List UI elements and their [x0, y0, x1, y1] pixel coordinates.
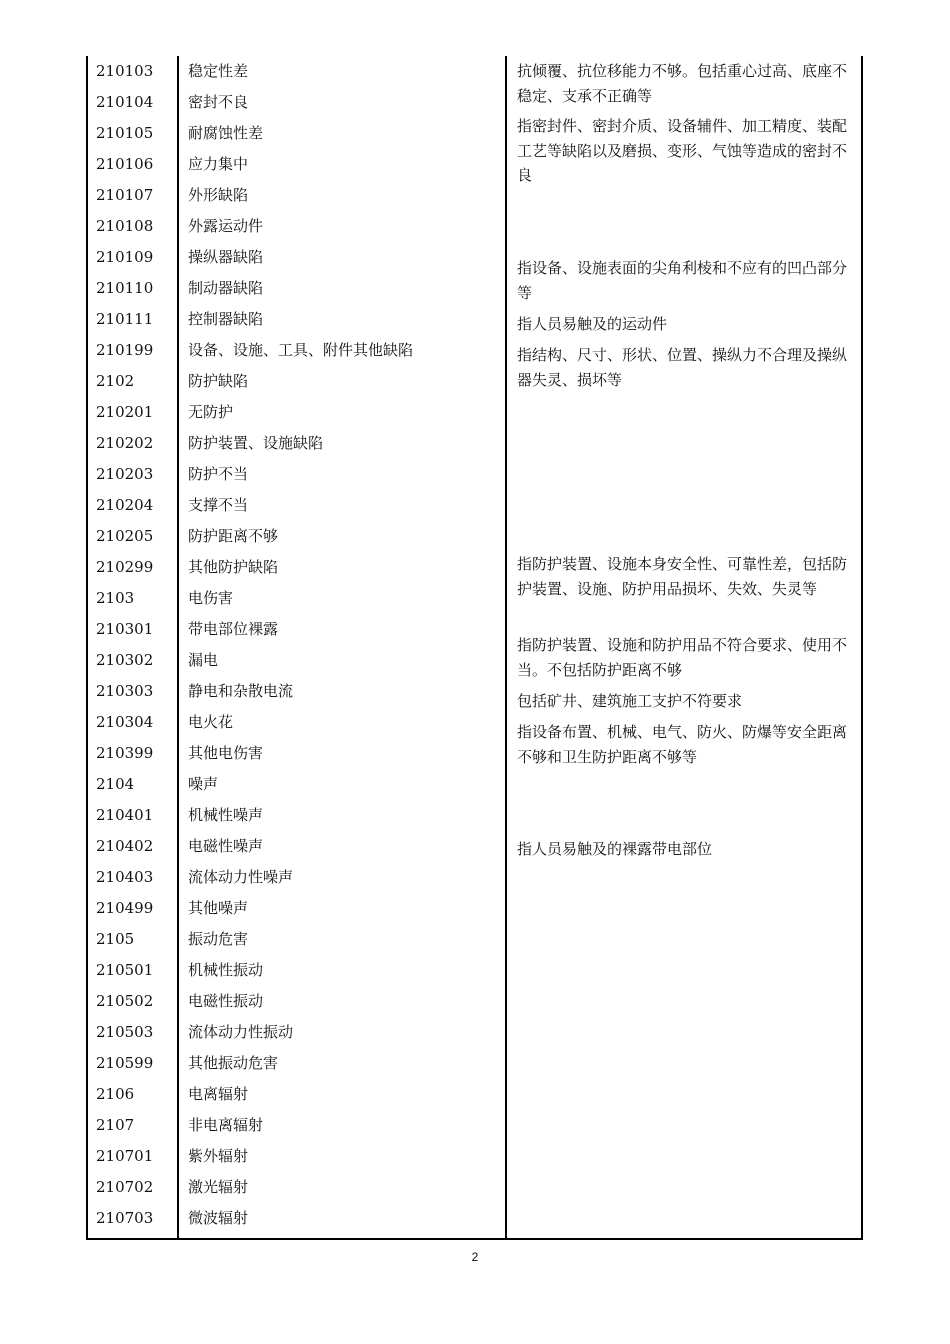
hazard-code: 210110	[96, 279, 154, 297]
table-row	[86, 118, 506, 149]
hazard-code: 210108	[96, 217, 154, 235]
table-row	[86, 428, 506, 459]
hazard-name: 制动器缺陷	[188, 279, 264, 297]
hazard-name: 控制器缺陷	[188, 310, 264, 328]
hazard-name: 流体动力性噪声	[188, 868, 294, 886]
table-row	[86, 273, 506, 304]
table-row	[86, 459, 506, 490]
hazard-name: 其他电伤害	[188, 744, 264, 762]
page-number: 2	[471, 1250, 479, 1264]
hazard-name: 设备、设施、工具、附件其他缺陷	[188, 341, 414, 359]
hazard-name: 紫外辐射	[188, 1147, 249, 1165]
hazard-code: 210302	[96, 651, 154, 669]
table-row	[86, 769, 506, 800]
hazard-name: 其他振动危害	[188, 1054, 279, 1072]
hazard-code: 2106	[96, 1085, 135, 1103]
table-row	[86, 149, 506, 180]
hazard-code: 210402	[96, 837, 154, 855]
hazard-code: 2107	[96, 1116, 135, 1134]
hazard-name: 无防护	[188, 403, 234, 421]
hazard-code: 2104	[96, 775, 135, 793]
table-right-border	[861, 56, 863, 1240]
hazard-code: 210401	[96, 806, 154, 824]
table-row	[86, 1048, 506, 1079]
table-row	[86, 676, 506, 707]
hazard-code: 210204	[96, 496, 154, 514]
hazard-name: 机械性噪声	[188, 806, 264, 824]
hazard-name: 稳定性差	[188, 62, 249, 80]
hazard-name: 激光辐射	[188, 1178, 249, 1196]
hazard-name: 非电离辐射	[188, 1116, 264, 1134]
hazard-name: 电火花	[188, 713, 234, 731]
table-row	[86, 583, 506, 614]
hazard-name: 支撑不当	[188, 496, 249, 514]
table-row	[86, 862, 506, 893]
hazard-name: 电磁性振动	[188, 992, 264, 1010]
hazard-code: 210599	[96, 1054, 154, 1072]
hazard-code: 210499	[96, 899, 154, 917]
table-row	[86, 1172, 506, 1203]
hazard-name: 其他噪声	[188, 899, 249, 917]
description-cell: 指设备布置、机械、电气、防火、防爆等安全距离不够和卫生防护距离不够等	[517, 723, 848, 766]
table-row	[86, 211, 506, 242]
hazard-name: 耐腐蚀性差	[188, 124, 264, 142]
hazard-name: 机械性振动	[188, 961, 264, 979]
hazard-code: 210399	[96, 744, 154, 762]
table-row	[86, 552, 506, 583]
description-cell: 指人员易触及的裸露带电部位	[517, 840, 713, 858]
table-row	[86, 893, 506, 924]
hazard-name: 外形缺陷	[188, 186, 249, 204]
hazard-code: 210503	[96, 1023, 154, 1041]
table-row	[86, 955, 506, 986]
hazard-code: 210303	[96, 682, 154, 700]
hazard-name: 操纵器缺陷	[188, 248, 264, 266]
hazard-name: 流体动力性振动	[188, 1023, 294, 1041]
table-row	[86, 614, 506, 645]
table-row	[86, 304, 506, 335]
hazard-code: 210502	[96, 992, 154, 1010]
hazard-code: 210701	[96, 1147, 154, 1165]
table-row	[86, 986, 506, 1017]
table-row	[86, 56, 506, 87]
hazard-name: 电磁性噪声	[188, 837, 264, 855]
table-row	[86, 1110, 506, 1141]
hazard-name: 防护不当	[188, 465, 249, 483]
table-bottom-border	[86, 1238, 863, 1240]
hazard-name: 电伤害	[188, 589, 234, 607]
hazard-code: 210201	[96, 403, 154, 421]
description-cell: 指结构、尺寸、形状、位置、操纵力不合理及操纵器失灵、损坏等	[517, 346, 848, 389]
hazard-name: 防护距离不够	[188, 527, 279, 545]
hazard-code: 2105	[96, 930, 135, 948]
hazard-name: 防护缺陷	[188, 372, 249, 390]
hazard-code: 2103	[96, 589, 135, 607]
table-row	[86, 521, 506, 552]
table-row	[86, 1017, 506, 1048]
hazard-code: 2102	[96, 372, 135, 390]
hazard-code: 210107	[96, 186, 154, 204]
hazard-name: 防护装置、设施缺陷	[188, 434, 324, 452]
hazard-name: 应力集中	[188, 155, 249, 173]
hazard-code: 210301	[96, 620, 154, 638]
hazard-classification-table	[86, 56, 863, 1240]
hazard-code: 210111	[96, 310, 154, 328]
hazard-name: 漏电	[188, 651, 219, 669]
hazard-name: 带电部位裸露	[188, 620, 279, 638]
hazard-code: 210205	[96, 527, 154, 545]
hazard-code: 210105	[96, 124, 154, 142]
description-cell: 指防护装置、设施和防护用品不符合要求、使用不当。不包括防护距离不够	[517, 636, 848, 679]
table-row	[86, 397, 506, 428]
table-row	[86, 1079, 506, 1110]
hazard-code: 210202	[96, 434, 154, 452]
table-row	[86, 1141, 506, 1172]
hazard-name: 外露运动件	[188, 217, 264, 235]
description-cell: 包括矿井、建筑施工支护不符要求	[517, 692, 743, 710]
table-row	[86, 87, 506, 118]
table-row	[86, 335, 506, 366]
hazard-code: 210203	[96, 465, 154, 483]
table-row	[86, 366, 506, 397]
description-cell: 指密封件、密封介质、设备辅件、加工精度、装配工艺等缺陷以及磨损、变形、气蚀等造成的密封不良	[517, 117, 848, 184]
hazard-code: 210109	[96, 248, 154, 266]
description-cell: 指人员易触及的运动件	[517, 315, 668, 333]
hazard-code: 210106	[96, 155, 154, 173]
table-row	[86, 1203, 506, 1234]
table-row	[86, 738, 506, 769]
table-row	[86, 645, 506, 676]
hazard-name: 其他防护缺陷	[188, 558, 279, 576]
hazard-code: 210304	[96, 713, 154, 731]
table-row	[86, 490, 506, 521]
table-row	[86, 924, 506, 955]
hazard-name: 噪声	[188, 775, 219, 793]
hazard-code: 210299	[96, 558, 154, 576]
hazard-name: 电离辐射	[188, 1085, 249, 1103]
table-row	[86, 707, 506, 738]
hazard-code: 210703	[96, 1209, 154, 1227]
hazard-code: 210702	[96, 1178, 154, 1196]
hazard-code: 210403	[96, 868, 154, 886]
hazard-name: 振动危害	[188, 930, 249, 948]
description-cell: 抗倾覆、抗位移能力不够。包括重心过高、底座不稳定、支承不正确等	[517, 62, 848, 105]
table-row	[86, 242, 506, 273]
hazard-code: 210104	[96, 93, 154, 111]
hazard-code: 210199	[96, 341, 154, 359]
table-row	[86, 180, 506, 211]
description-cell: 指防护装置、设施本身安全性、可靠性差，包括防护装置、设施、防护用品损坏、失效、失灵等	[517, 555, 848, 598]
hazard-name: 静电和杂散电流	[188, 682, 294, 700]
hazard-code: 210103	[96, 62, 154, 80]
table-row	[86, 800, 506, 831]
hazard-name: 密封不良	[188, 93, 249, 111]
table-row	[86, 831, 506, 862]
hazard-code: 210501	[96, 961, 154, 979]
hazard-name: 微波辐射	[188, 1209, 249, 1227]
description-cell: 指设备、设施表面的尖角利棱和不应有的凹凸部分等	[517, 259, 848, 302]
